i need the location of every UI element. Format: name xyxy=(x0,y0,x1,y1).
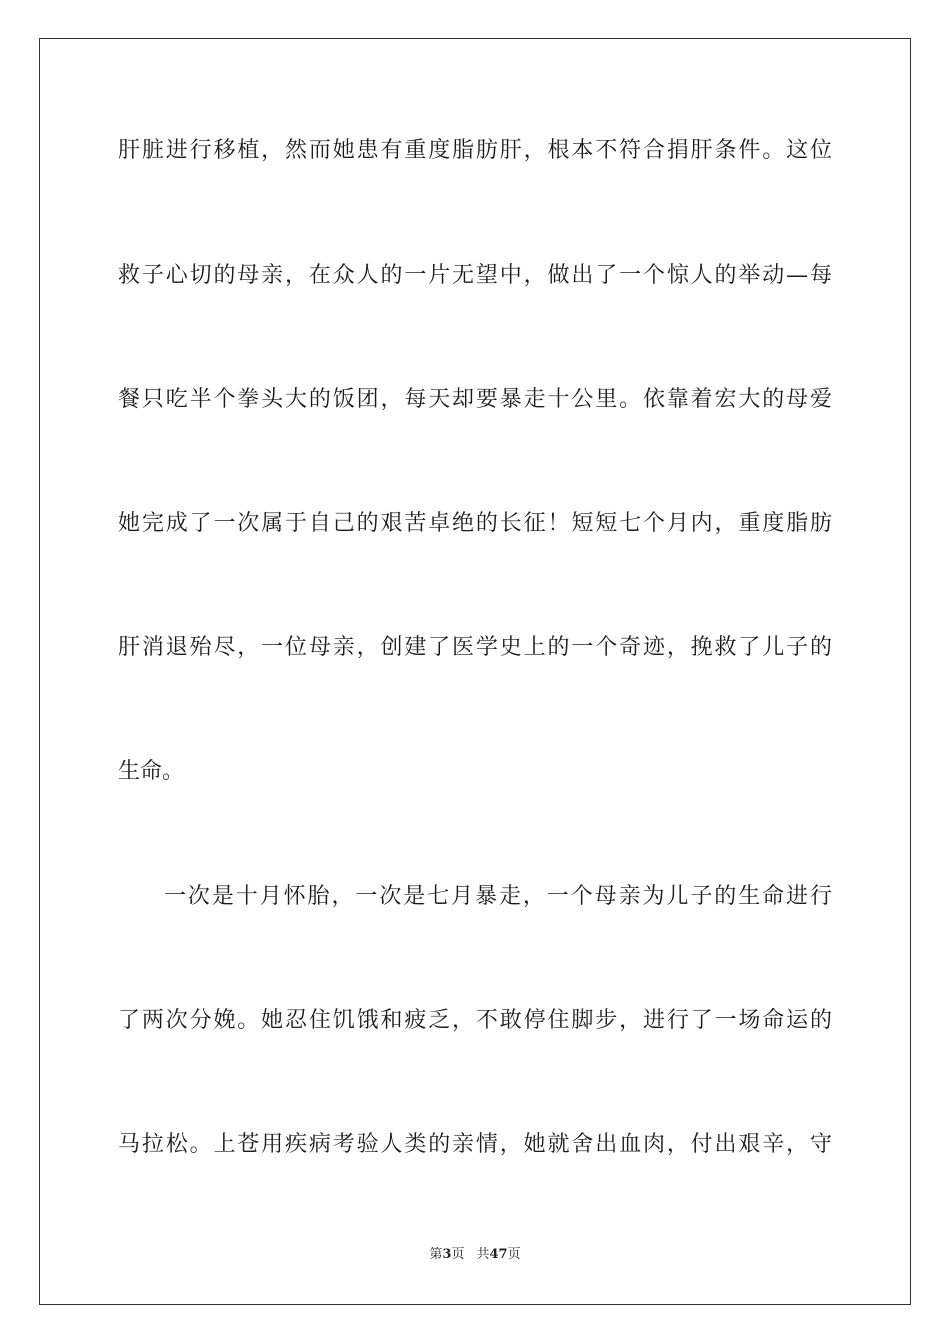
text-line-5: 肝消退殆尽，一位母亲，创建了医学史上的一个奇迹，挽救了儿子的 xyxy=(118,635,832,660)
page-footer xyxy=(0,1246,950,1264)
text-line-6: 生命。 xyxy=(118,759,185,784)
page-number: 3 xyxy=(442,1247,452,1262)
text-line-3: 餐只吃半个拳头大的饭团，每天却要暴走十公里。依靠着宏大的母爱 xyxy=(118,387,832,412)
text-line-7: 一次是十月怀胎，一次是七月暴走，一个母亲为儿子的生命进行 xyxy=(164,884,832,909)
text-line-9: 马拉松。上苍用疾病考验人类的亲情，她就舍出血肉，付出艰辛，守 xyxy=(118,1132,832,1157)
page-border xyxy=(39,38,911,1305)
text-line-2: 救子心切的母亲，在众人的一片无望中，做出了一个惊人的举动—每 xyxy=(118,263,832,288)
text-line-4: 她完成了一次属于自己的艰苦卓绝的长征！短短七个月内，重度脂肪 xyxy=(118,511,832,536)
total-pages: 47 xyxy=(489,1247,508,1262)
total-prefix: 共 xyxy=(476,1247,490,1262)
total-suffix: 页 xyxy=(507,1247,521,1262)
page-suffix: 页 xyxy=(451,1247,465,1262)
page-prefix: 第 xyxy=(429,1247,443,1262)
text-line-1: 肝脏进行移植，然而她患有重度脂肪肝，根本不符合捐肝条件。这位 xyxy=(118,138,832,163)
text-line-8: 了两次分娩。她忍住饥饿和疲乏，不敢停住脚步，进行了一场命运的 xyxy=(118,1008,832,1033)
